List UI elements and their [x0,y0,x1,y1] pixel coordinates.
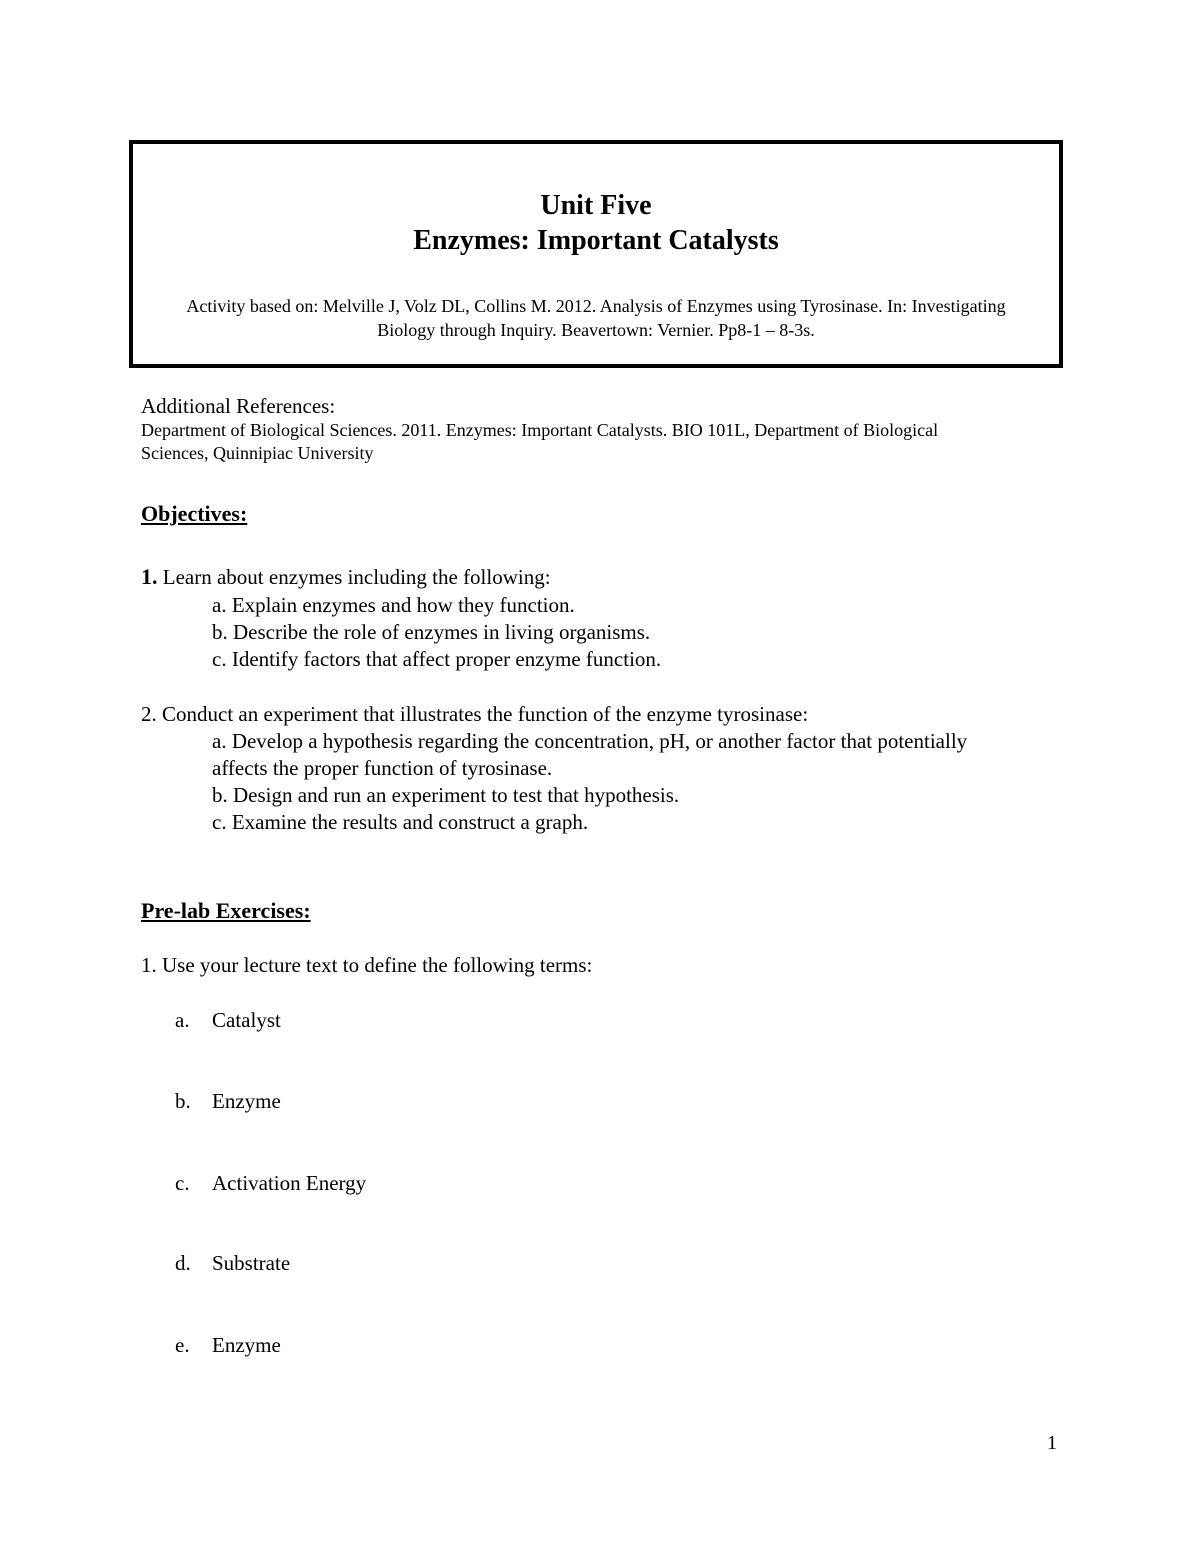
term-e: Enzyme [212,1333,281,1357]
term-b: Enzyme [212,1089,281,1113]
objective-1-sub-a: a. Explain enzymes and how they function. [212,593,575,617]
document-title: Enzymes: Important Catalysts [413,225,779,256]
term-b-letter: b. [175,1089,191,1113]
objective-1 [141,564,551,590]
activity-citation-line-2: Biology through Inquiry. Beavertown: Vernier. Pp8-1 – 8-3s. [377,320,815,340]
objective-1-number: 1. [141,564,158,589]
term-d-letter: d. [175,1251,191,1275]
objective-1-text: Learn about enzymes including the following: [162,565,551,589]
page-number: 1 [1047,1432,1057,1454]
term-c: Activation Energy [212,1171,367,1195]
unit-title: Unit Five [540,190,652,221]
objective-2-sub-b: b. Design and run an experiment to test that hypothesis. [212,783,680,807]
objectives-heading: Objectives: [141,501,248,526]
objective-2-sub-a-cont: affects the proper function of tyrosinase. [212,756,553,780]
references-heading: Additional References: [141,394,336,418]
title-box [129,140,1063,368]
prelab-question-1: 1. Use your lecture text to define the following terms: [141,953,593,977]
term-d: Substrate [212,1251,291,1275]
objective-1-sub-c: c. Identify factors that affect proper enzyme function. [212,647,662,671]
prelab-heading: Pre-lab Exercises: [141,898,311,923]
objective-2-sub-c: c. Examine the results and construct a graph. [212,810,589,834]
activity-citation-line-1: Activity based on: Melville J, Volz DL, Collins M. 2012. Analysis of Enzymes using Tyrosinase. In: Investigating [186,296,1006,316]
objective-2: 2. Conduct an experiment that illustrates the function of the enzyme tyrosinase: [141,702,809,726]
objective-1-sub-b: b. Describe the role of enzymes in living organisms. [212,620,651,644]
reference-line-2: Sciences, Quinnipiac University [141,443,374,463]
term-e-letter: e. [175,1333,190,1357]
term-c-letter: c. [175,1171,190,1195]
reference-line-1: Department of Biological Sciences. 2011. Enzymes: Important Catalysts. BIO 101L, Department of Biological [141,420,939,440]
objective-2-sub-a: a. Develop a hypothesis regarding the concentration, pH, or another factor that potentially [212,729,968,753]
term-a: Catalyst [212,1008,281,1032]
term-a-letter: a. [175,1008,190,1032]
activity-citation [133,294,1059,342]
